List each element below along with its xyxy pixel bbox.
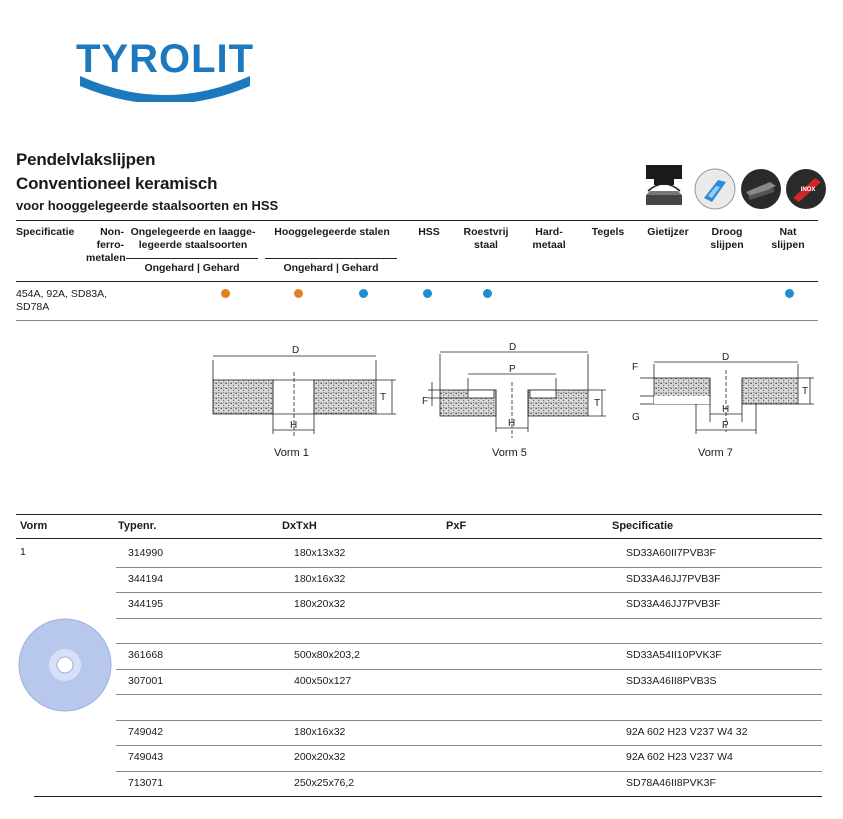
col-cast-iron: Gietijzer [647, 226, 689, 238]
dim-label-T: T [594, 398, 601, 409]
dim-label-T: T [802, 386, 809, 397]
col-stainless: Roestvrij staal [463, 226, 509, 251]
col-dry: Droog slijpen [710, 226, 744, 251]
high-alloy-subheader: Ongehard | Gehard [283, 262, 379, 274]
dim-label-P: P [509, 364, 516, 375]
dim-label-H: H [722, 404, 730, 415]
row-type: 713071 [128, 777, 164, 789]
row-spec: SD33A46JJ7PVB3F [626, 598, 721, 610]
suitability-dot-hss [423, 289, 432, 298]
row-dims: 250x25x76,2 [294, 777, 355, 789]
row-type: 314990 [128, 547, 164, 559]
grinding-wheel-image [18, 618, 112, 712]
row-divider [116, 771, 822, 772]
row-dims: 180x16x32 [294, 573, 346, 585]
suitability-dot-low-alloy-unhardened [221, 289, 230, 298]
row-spec: SD78A46II8PVK3F [626, 777, 716, 789]
table-bottom-rule [16, 320, 818, 321]
row-divider [116, 643, 822, 644]
row-spec: SD33A46II8PVB3S [626, 675, 717, 687]
row-dims: 400x50x127 [294, 675, 352, 687]
form-caption-7: Vorm 7 [698, 447, 733, 459]
low-alloy-sub-rule [126, 258, 258, 259]
header-dims: DxTxH [282, 520, 317, 532]
header-pxf: PxF [446, 520, 467, 532]
product-table-top-rule [16, 514, 822, 515]
row-divider [116, 694, 822, 695]
col-spec: Specificatie [16, 226, 75, 238]
col-carbide: Hard- metaal [532, 226, 566, 251]
dim-label-D: D [292, 345, 300, 356]
page-subtitle: Conventioneel keramisch [16, 174, 218, 193]
application-row-spec: 454A, 92A, SD83A, SD78A [16, 288, 108, 313]
pendulum-grinding-icon [642, 163, 686, 207]
tyrolit-logo [72, 36, 258, 102]
row-spec: 92A 602 H23 V237 W4 [626, 751, 733, 763]
col-high-alloy: Hooggelegeerde stalen [274, 226, 390, 238]
profile-bar-icon [694, 168, 738, 212]
header-spec: Specificatie [612, 520, 674, 532]
table-top-rule [16, 220, 818, 221]
col-nonferro: Non- ferro- metalen [86, 226, 126, 264]
logo-text: TYROLIT [75, 37, 255, 81]
row-type: 307001 [128, 675, 164, 687]
form-caption-5: Vorm 5 [492, 447, 527, 459]
suitability-dot-high-alloy-unhardened [294, 289, 303, 298]
row-dims: 180x20x32 [294, 598, 346, 610]
product-table-bottom-rule [34, 796, 822, 797]
row-dims: 180x16x32 [294, 726, 346, 738]
row-dims: 500x80x203,2 [294, 649, 360, 661]
header-form: Vorm [20, 520, 48, 532]
row-spec: 92A 602 H23 V237 W4 32 [626, 726, 748, 738]
suitability-dot-high-alloy-hardened [359, 289, 368, 298]
suitability-dot-stainless [483, 289, 492, 298]
col-hss: HSS [418, 226, 440, 238]
row-type: 344194 [128, 573, 164, 585]
dim-label-F: F [422, 396, 429, 407]
dim-label-H: H [290, 420, 298, 431]
dry-grinding-icon [740, 168, 784, 212]
header-type: Typenr. [118, 520, 157, 532]
dim-label-T: T [380, 392, 387, 403]
form-caption-1: Vorm 1 [274, 447, 309, 459]
dim-label-D: D [509, 342, 517, 353]
row-type: 344195 [128, 598, 164, 610]
high-alloy-sub-rule [265, 258, 397, 259]
row-divider [116, 592, 822, 593]
row-divider [116, 745, 822, 746]
dim-label-D: D [722, 352, 730, 363]
product-table-header-rule [16, 538, 822, 539]
row-divider [116, 567, 822, 568]
row-spec: SD33A60II7PVB3F [626, 547, 716, 559]
col-tiles: Tegels [591, 226, 625, 238]
dim-label-H: H [508, 418, 516, 429]
row-spec: SD33A46JJ7PVB3F [626, 573, 721, 585]
table-header-rule [16, 281, 818, 282]
col-wet: Nat slijpen [771, 226, 805, 251]
row-type: 749043 [128, 751, 164, 763]
low-alloy-subheader: Ongehard | Gehard [144, 262, 240, 274]
dim-label-P: P [722, 420, 729, 431]
row-dims: 180x13x32 [294, 547, 346, 559]
wet-grinding-icon [785, 168, 829, 212]
row-divider [116, 618, 822, 619]
row-divider [116, 669, 822, 670]
col-low-alloy: Ongelegeerde en laagge- legeerde staalsoorten [130, 226, 256, 251]
row-type: 749042 [128, 726, 164, 738]
wet-icon-text: INOX [800, 187, 816, 193]
page-title: Pendelvlakslijpen [16, 150, 156, 169]
row-divider [116, 720, 822, 721]
form-value: 1 [20, 546, 26, 558]
row-spec: SD33A54II10PVK3F [626, 649, 722, 661]
dim-label-F: F [632, 362, 639, 373]
wheel-form-diagrams [200, 342, 820, 462]
row-dims: 200x20x32 [294, 751, 346, 763]
suitability-dot-wet [785, 289, 794, 298]
dim-label-G: G [632, 412, 640, 423]
page-subtitle-2: voor hooggelegeerde staalsoorten en HSS [16, 198, 279, 213]
row-type: 361668 [128, 649, 164, 661]
